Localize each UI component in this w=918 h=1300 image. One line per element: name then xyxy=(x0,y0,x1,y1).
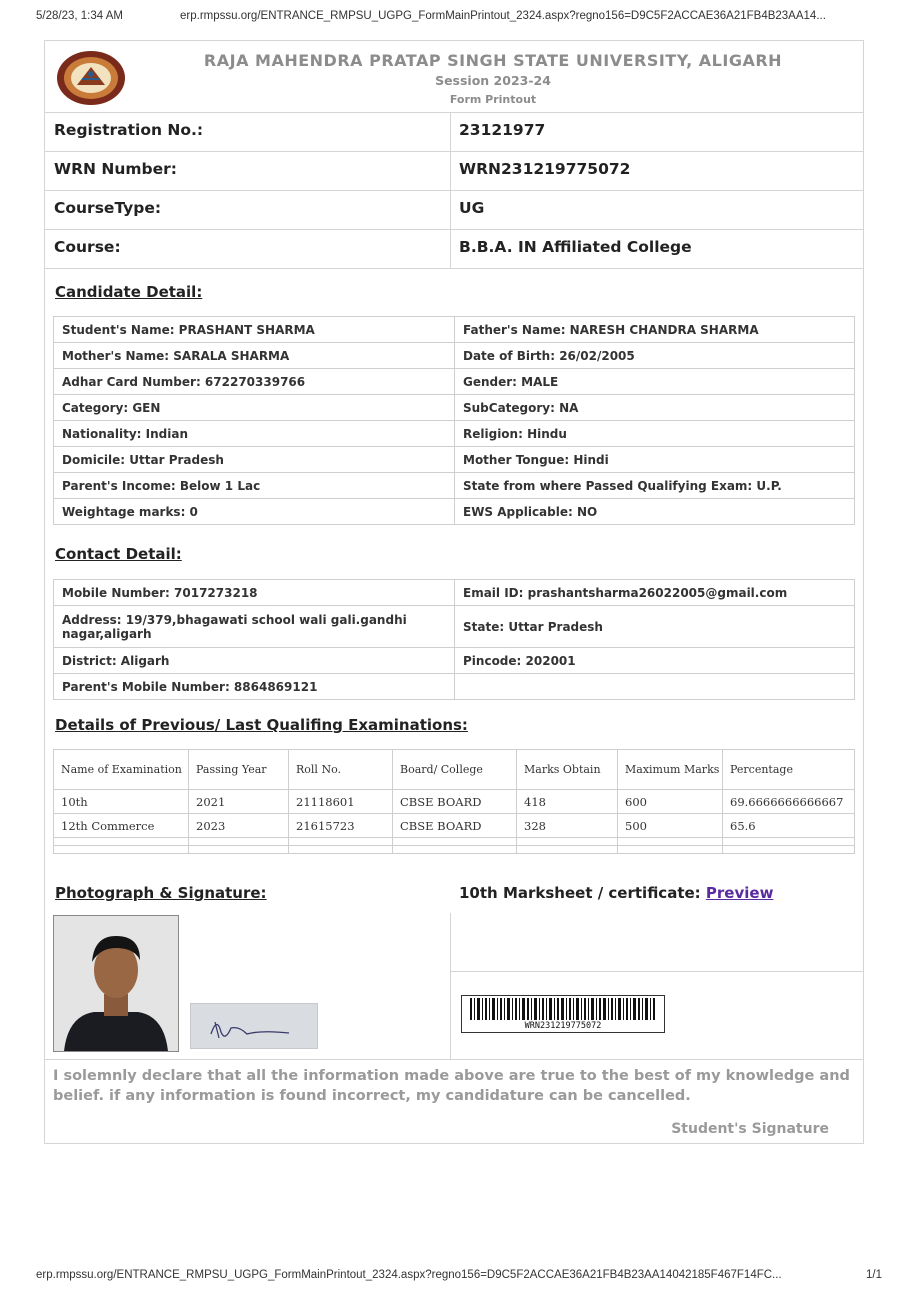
form-printout-label: Form Printout xyxy=(449,93,537,106)
category: Category: GEN xyxy=(54,395,455,421)
candidate-photo xyxy=(53,915,179,1052)
contact-detail-heading: Contact Detail: xyxy=(55,545,182,563)
gender: Gender: MALE xyxy=(455,369,855,395)
session-text: Session 2023-24 xyxy=(435,73,551,88)
table-row xyxy=(54,790,855,814)
mother-tongue: Mother Tongue: Hindi xyxy=(455,447,855,473)
course-type-label: CourseType: xyxy=(54,199,162,217)
marksheet-label: 10th Marksheet / certificate: xyxy=(459,884,701,902)
table-row xyxy=(54,606,855,648)
max-marks-cell: 500 xyxy=(618,814,723,838)
course-value: B.B.A. IN Affiliated College xyxy=(459,238,692,256)
empty-cell xyxy=(455,674,855,700)
col-exam-name: Name of Examination xyxy=(54,750,189,790)
ews-applicable: EWS Applicable: NO xyxy=(455,499,855,525)
table-header-row xyxy=(54,750,855,790)
marksheet-heading xyxy=(459,884,773,902)
religion: Religion: Hindu xyxy=(455,421,855,447)
father-name: Father's Name: NARESH CHANDRA SHARMA xyxy=(455,317,855,343)
footer-url: erp.rmpssu.org/ENTRANCE_RMPSU_UGPG_FormMainPrintout_2324.aspx?regno156=D9C5F2ACCAE36A21FB4B23AA14042185F467F14FC... xyxy=(36,1269,782,1281)
table-row xyxy=(54,814,855,838)
print-datetime: 5/28/23, 1:34 AM xyxy=(36,10,123,22)
photo-signature-heading: Photograph & Signature: xyxy=(55,884,267,902)
passing-year-cell: 2023 xyxy=(189,814,289,838)
subcategory: SubCategory: NA xyxy=(455,395,855,421)
col-marks-obtain: Marks Obtain xyxy=(517,750,618,790)
course-row xyxy=(45,230,863,269)
table-row xyxy=(54,421,855,447)
registration-row xyxy=(45,113,863,152)
nationality: Nationality: Indian xyxy=(54,421,455,447)
table-row xyxy=(54,674,855,700)
signature-image xyxy=(190,1003,318,1049)
table-row xyxy=(54,369,855,395)
student-name: Student's Name: PRASHANT SHARMA xyxy=(54,317,455,343)
passing-year-cell: 2021 xyxy=(189,790,289,814)
weightage-marks: Weightage marks: 0 xyxy=(54,499,455,525)
parents-mobile: Parent's Mobile Number: 8864869121 xyxy=(54,674,455,700)
student-signature-label: Student's Signature xyxy=(671,1121,829,1137)
registration-value: 23121977 xyxy=(459,121,546,139)
print-url: erp.rmpssu.org/ENTRANCE_RMPSU_UGPG_FormMainPrintout_2324.aspx?regno156=D9C5F2ACCAE36A21FB4B23AA14... xyxy=(180,10,826,22)
contact-detail-table xyxy=(53,579,855,700)
roll-no-cell: 21615723 xyxy=(289,814,393,838)
page-number: 1/1 xyxy=(866,1269,882,1281)
registration-label: Registration No.: xyxy=(54,121,204,139)
pincode: Pincode: 202001 xyxy=(455,648,855,674)
table-row xyxy=(54,499,855,525)
exam-detail-heading: Details of Previous/ Last Qualifing Examinations: xyxy=(55,716,468,734)
percentage-cell: 69.6666666666667 xyxy=(723,790,855,814)
exam-name-cell: 10th xyxy=(54,790,189,814)
date-of-birth: Date of Birth: 26/02/2005 xyxy=(455,343,855,369)
qualifying-state: State from where Passed Qualifying Exam: U.P. xyxy=(455,473,855,499)
col-board: Board/ College xyxy=(393,750,517,790)
table-row xyxy=(54,846,855,854)
col-percentage: Percentage xyxy=(723,750,855,790)
wrn-row xyxy=(45,152,863,191)
exam-table xyxy=(53,749,855,854)
barcode-icon xyxy=(461,995,665,1033)
wrn-value: WRN231219775072 xyxy=(459,160,631,178)
marksheet-preview-link[interactable]: Preview xyxy=(705,884,774,902)
table-row xyxy=(54,317,855,343)
district: District: Aligarh xyxy=(54,648,455,674)
table-row xyxy=(54,580,855,606)
candidate-detail-heading: Candidate Detail: xyxy=(55,283,203,301)
adhar-number: Adhar Card Number: 672270339766 xyxy=(54,369,455,395)
course-label: Course: xyxy=(54,238,121,256)
candidate-detail-table xyxy=(53,316,855,525)
table-row xyxy=(54,838,855,846)
course-type-row xyxy=(45,191,863,230)
col-passing-year: Passing Year xyxy=(189,750,289,790)
board-cell: CBSE BOARD xyxy=(393,790,517,814)
percentage-cell: 65.6 xyxy=(723,814,855,838)
table-row xyxy=(54,395,855,421)
marksheet-barcode-cell xyxy=(450,913,864,1059)
max-marks-cell: 600 xyxy=(618,790,723,814)
wrn-label: WRN Number: xyxy=(54,160,178,178)
marks-obtain-cell: 418 xyxy=(517,790,618,814)
form-printout xyxy=(44,40,864,1144)
board-cell: CBSE BOARD xyxy=(393,814,517,838)
university-logo-icon xyxy=(55,49,127,107)
mobile-number: Mobile Number: 7017273218 xyxy=(54,580,455,606)
roll-no-cell: 21118601 xyxy=(289,790,393,814)
exam-name-cell: 12th Commerce xyxy=(54,814,189,838)
mother-name: Mother's Name: SARALA SHARMA xyxy=(54,343,455,369)
table-row xyxy=(54,343,855,369)
declaration-text: I solemnly declare that all the information made above are true to the best of my knowledge and belief. if any information is found incorrect, my candidature can be cancelled. xyxy=(53,1068,850,1104)
col-max-marks: Maximum Marks xyxy=(618,750,723,790)
course-type-value: UG xyxy=(459,199,485,217)
state: State: Uttar Pradesh xyxy=(455,606,855,648)
marks-obtain-cell: 328 xyxy=(517,814,618,838)
domicile: Domicile: Uttar Pradesh xyxy=(54,447,455,473)
form-header xyxy=(45,41,863,113)
table-row xyxy=(54,447,855,473)
table-row xyxy=(54,648,855,674)
email-id: Email ID: prashantsharma26022005@gmail.com xyxy=(455,580,855,606)
address: Address: 19/379,bhagawati school wali gali.gandhi nagar,aligarh xyxy=(54,606,455,648)
parents-income: Parent's Income: Below 1 Lac xyxy=(54,473,455,499)
table-row xyxy=(54,473,855,499)
university-name: RAJA MAHENDRA PRATAP SINGH STATE UNIVERSITY, ALIGARH xyxy=(203,51,783,70)
barcode-text: WRN231219775072 xyxy=(524,1021,602,1031)
col-roll-no: Roll No. xyxy=(289,750,393,790)
